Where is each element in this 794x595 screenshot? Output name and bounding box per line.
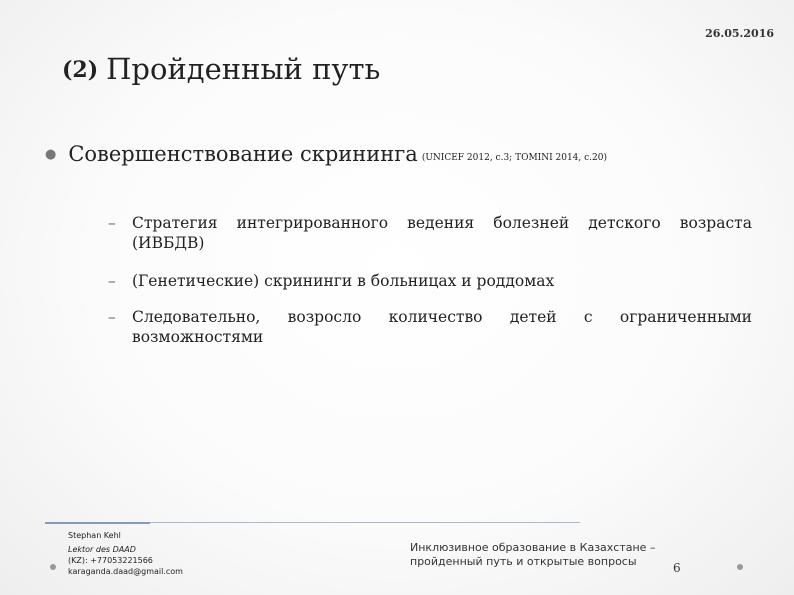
dash-icon: – <box>108 272 116 290</box>
footer-presentation-line1: Инклюзивное образование в Казахстане – <box>410 541 656 554</box>
word: интегрированного <box>236 214 389 232</box>
footer-divider-accent <box>45 522 150 524</box>
footer-email: karaganda.daad@gmail.com <box>68 567 183 576</box>
bullet-dot-icon: ● <box>45 147 57 162</box>
word: болезней <box>493 214 570 232</box>
footer-author: Stephan Kehl <box>68 531 121 540</box>
subpoint-2 <box>108 271 752 291</box>
slide-title <box>62 52 380 86</box>
subpoint-1 <box>108 213 752 253</box>
word: возросло <box>287 308 362 326</box>
subpoint-3-line1 <box>112 307 752 327</box>
word: с <box>583 308 593 326</box>
word: детского <box>588 214 661 232</box>
word: возраста <box>679 214 752 232</box>
subpoint-3-line2: возможностями <box>132 328 264 346</box>
subpoint-1-line1 <box>112 213 752 233</box>
corner-dot-icon <box>737 564 743 570</box>
footer-presentation-line2: пройденный путь и открытые вопросы <box>410 555 637 568</box>
word: Следовательно, <box>132 308 261 326</box>
bullet-text: Совершенствование скрининга <box>68 142 418 166</box>
subpoint-1-line2: (ИВБДВ) <box>132 234 205 252</box>
page-number: 6 <box>673 561 681 575</box>
subpoint-3 <box>108 307 752 347</box>
footer-phone: (KZ): +77053221566 <box>68 556 153 565</box>
word: количество <box>388 308 483 326</box>
subpoint-2-text: (Генетические) скрининги в больницах и роддомах <box>132 272 555 290</box>
main-bullet <box>45 142 607 166</box>
dash-icon: – <box>108 214 116 232</box>
word: ограниченными <box>619 308 752 326</box>
dash-icon: – <box>108 308 116 326</box>
footer-presentation-title <box>410 541 655 569</box>
footer-role: Lektor des DAAD <box>68 545 136 554</box>
word: ведения <box>407 214 475 232</box>
slide-date: 26.05.2016 <box>705 27 774 40</box>
word: Стратегия <box>132 214 218 232</box>
footer-author-block <box>68 530 183 577</box>
word: детей <box>509 308 557 326</box>
bullet-reference: (UNICEF 2012, с.3; TOMINI 2014, с.20) <box>421 153 607 163</box>
title-number: (2) <box>62 57 99 83</box>
corner-dot-icon <box>50 564 56 570</box>
title-text: Пройденный путь <box>106 52 381 86</box>
